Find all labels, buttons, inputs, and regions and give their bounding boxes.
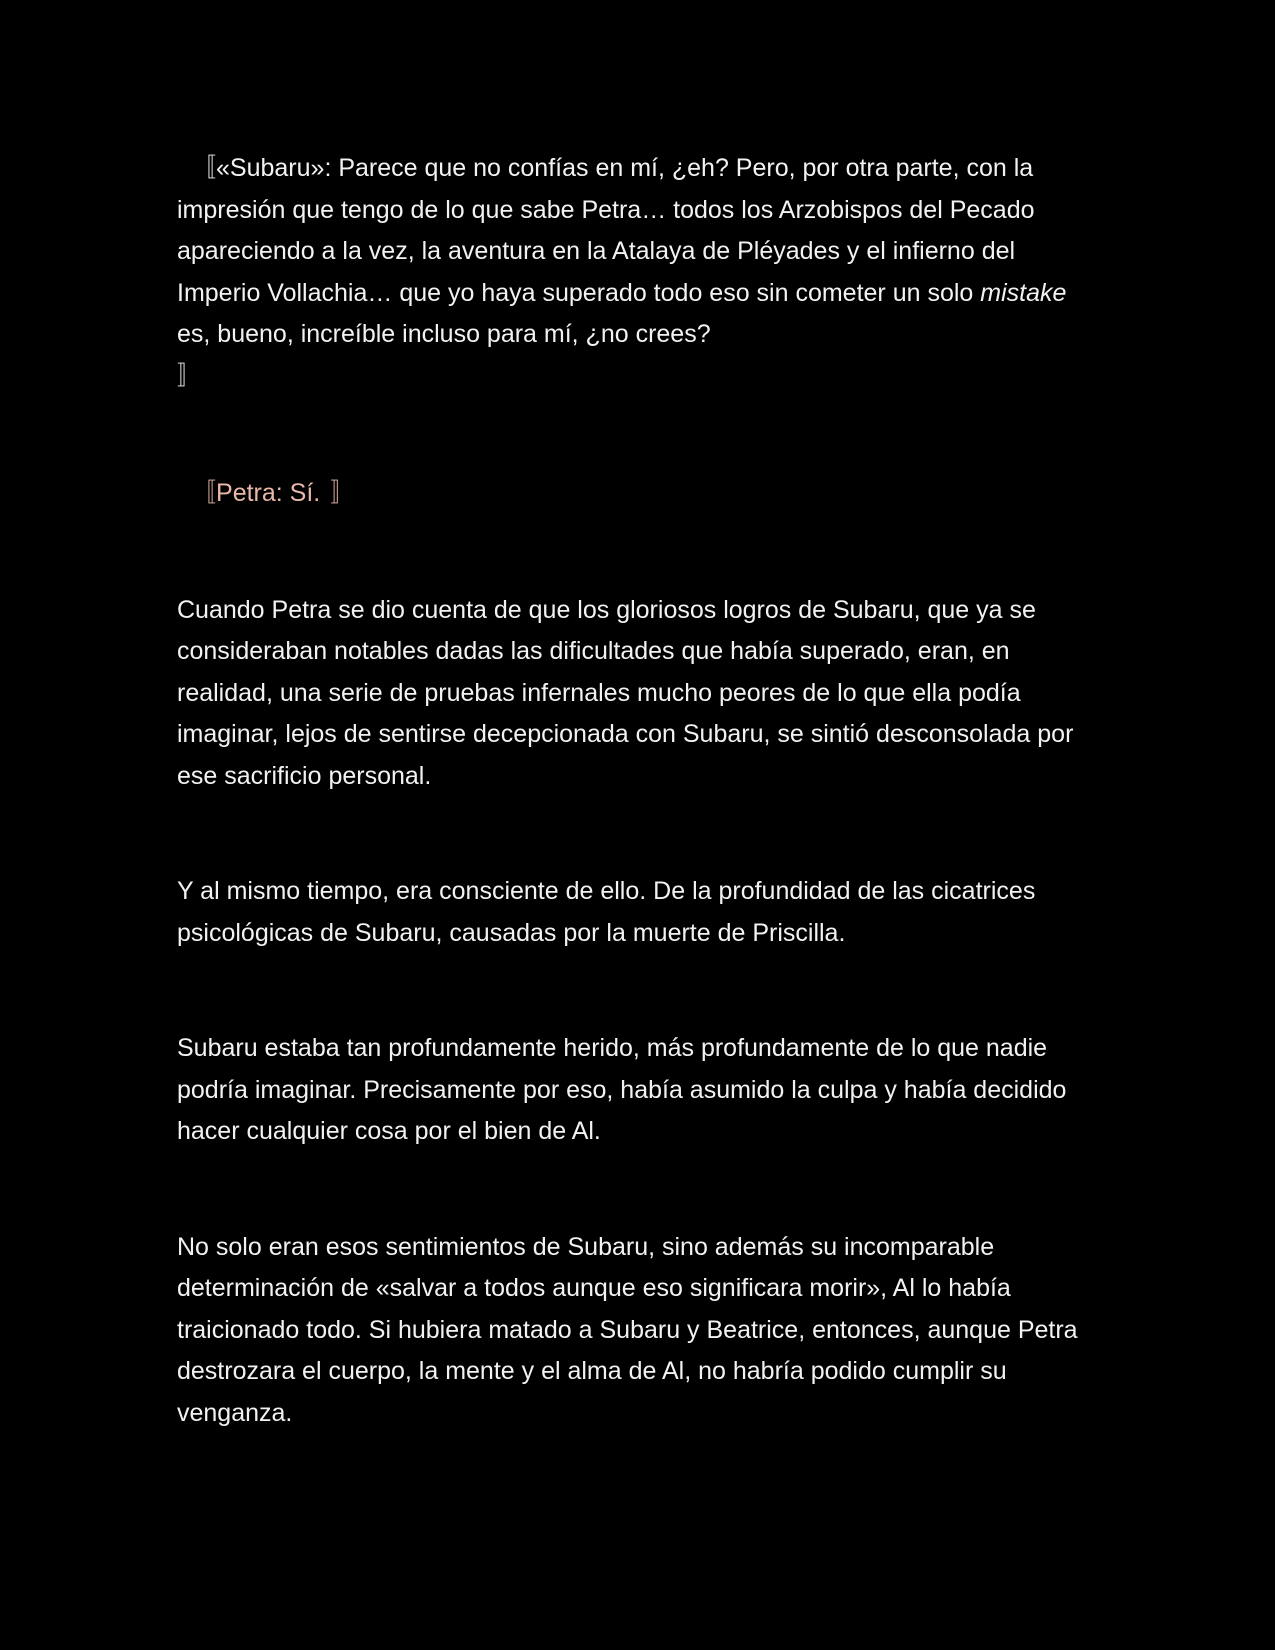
subaru-close-bracket: 〛 — [177, 361, 203, 390]
petra-close-bracket: 〛 — [330, 479, 356, 507]
subaru-dialogue-text-after: es, bueno, increíble incluso para mí, ¿no crees? — [177, 320, 711, 348]
document-page — [177, 148, 1102, 1434]
subaru-dialogue-italic-word: mistake — [980, 278, 1067, 307]
narration-paragraph-3: Subaru estaba tan profundamente herido, más profundamente de lo que nadie podría imaginar. Precisamente por eso, había asumido la culpa y había decidido hacer cualquier cosa por el bien de Al. — [177, 1034, 1067, 1145]
subaru-dialogue — [177, 148, 1102, 397]
petra-dialogue-text: Petra: Sí. — [216, 479, 321, 507]
subaru-open-bracket: 〚 — [191, 154, 217, 182]
narration-paragraph-4: No solo eran esos sentimientos de Subaru, sino además su incomparable determinación de «salvar a todos aunque eso significara morir», Al lo había traicionado todo. Si hubiera matado a Subaru y Beatrice, entonces, aunque Petra destrozara el cuerpo, la mente y el alma de Al, no habría podido cumplir su venganza. — [177, 1232, 1078, 1427]
narration-paragraph-1: Cuando Petra se dio cuenta de que los gloriosos logros de Subaru, que ya se consideraban notables dadas las dificultades que había superado, eran, en realidad, una serie de pruebas infernales mucho peores de lo que ella podía imaginar, lejos de sentirse decepcionada con Subaru, se sintió desconsolada por ese sacrificio personal. — [177, 595, 1074, 790]
petra-open-bracket: 〚 — [191, 479, 217, 507]
narration-paragraph-2: Y al mismo tiempo, era consciente de ello. De la profundidad de las cicatrices psicológicas de Subaru, causadas por la muerte de Priscilla. — [177, 877, 1036, 947]
subaru-dialogue-text-before: «Subaru»: Parece que no confías en mí, ¿eh? Pero, por otra parte, con la impresión que tengo de lo que sabe Petra… todos los Arzobispos del Pecado apareciendo a la vez, la aventura en la Atalaya de Pléyades y el infierno del Imperio Vollachia… que yo haya superado todo eso sin cometer un solo — [177, 154, 1035, 307]
petra-dialogue — [177, 473, 1102, 515]
